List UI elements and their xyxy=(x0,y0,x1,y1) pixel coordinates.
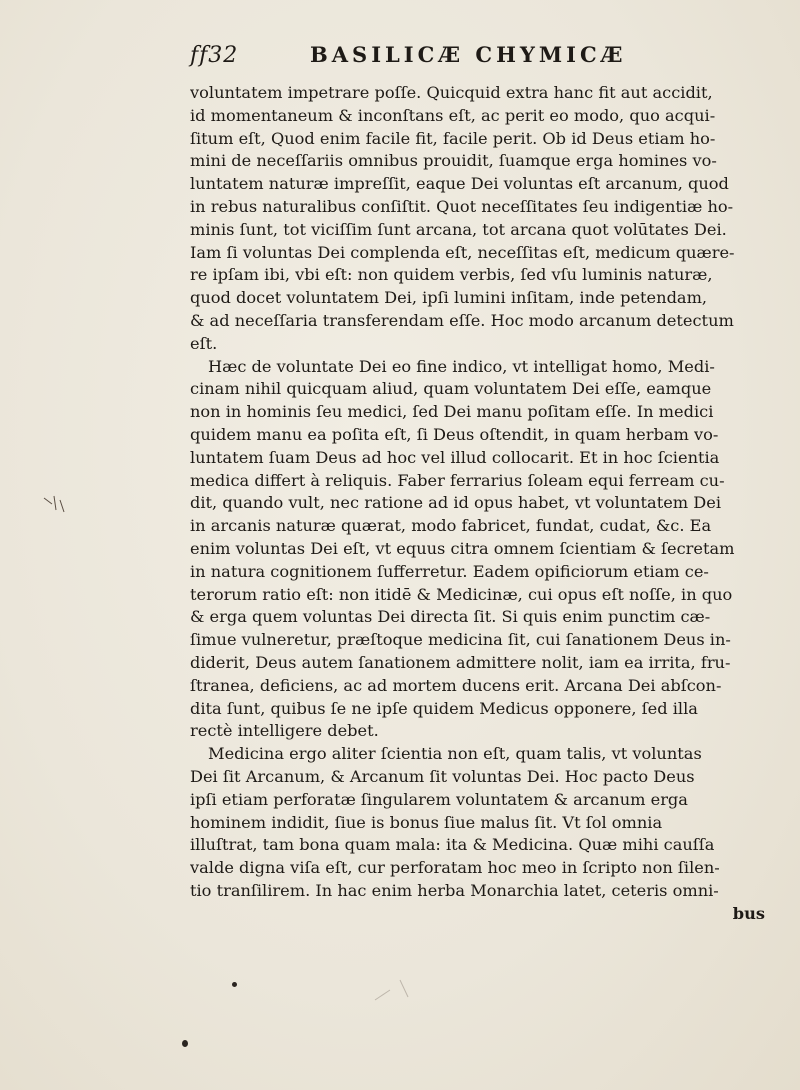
page-number: ff32 xyxy=(190,43,239,68)
text-line: valde digna viſa eſt, cur perforatam hoc meo in ſcripto non ſilen- xyxy=(190,858,720,878)
catchword: bus xyxy=(732,903,765,923)
text-line: luntatem naturæ impreſſit, eaque Dei voluntas eſt arcanum, quod xyxy=(190,174,729,194)
ink-speck-icon xyxy=(232,982,237,987)
text-line: medica differt à reliquis. Faber ferrarius ſoleam equi ferream cu- xyxy=(190,470,725,490)
text-line: minis ſunt, tot viciſſim ſunt arcana, tot arcana quot volūtates Dei. xyxy=(190,219,727,239)
text-line: Dei ſit Arcanum, & Arcanum ſit voluntas Dei. Hoc pacto Deus xyxy=(190,766,695,786)
text-line: mini de neceſſariis omnibus prouidit, ſuamque erga homines vo- xyxy=(190,151,717,171)
text-line: dita ſunt, quibus ſe ne ipſe quidem Medicus opponere, ſed illa xyxy=(190,698,698,718)
text-line: rectè intelligere debet. xyxy=(190,721,379,741)
paragraph-first-line: Hæc de voluntate Dei eo fine indico, vt intelligat homo, Medi- xyxy=(208,356,715,376)
text-line: ſtranea, deficiens, ac ad mortem ducens erit. Arcana Dei abſcon- xyxy=(190,675,722,695)
text-line: ipſi etiam perforatæ ſingularem voluntatem & arcanum erga xyxy=(190,789,688,809)
text-line: ſimue vulneretur, præſtoque medicina ſit, cui ſanationem Deus in- xyxy=(190,630,731,650)
text-line: eſt. xyxy=(190,333,218,353)
text-line: & ad neceſſaria transferendam eſſe. Hoc modo arcanum detectum xyxy=(190,310,734,330)
show-through-mark-icon xyxy=(370,975,420,1005)
text-line: illuſtrat, tam bona quam mala: ita & Medicina. Quæ mihi cauſſa xyxy=(190,835,715,855)
text-line: hominem indidit, ſiue is bonus ſiue malus ſit. Vt ſol omnia xyxy=(190,812,663,832)
margin-ink-mark-icon xyxy=(40,490,70,520)
text-line: terorum ratio eſt: non itidē & Medicinæ, cui opus eſt noſſe, in quo xyxy=(190,584,733,604)
text-line: in natura cognitionem ſufferretur. Eadem opificiorum etiam ce- xyxy=(190,561,709,581)
text-line: ſitum eſt, Quod enim facile fit, facile perit. Ob id Deus etiam ho- xyxy=(190,128,716,148)
text-line: & erga quem voluntas Dei directa ſit. Si quis enim punctim cæ- xyxy=(190,607,711,627)
running-title: BASILICÆ CHYMICÆ xyxy=(310,42,627,67)
text-line: dit, quando vult, nec ratione ad id opus habet, vt voluntatem Dei xyxy=(190,493,722,513)
running-head xyxy=(190,42,750,78)
text-line: in arcanis naturæ quærat, modo fabricet, fundat, cudat, &c. Ea xyxy=(190,516,712,536)
text-line: Iam ſi voluntas Dei complenda eſt, neceſſitas eſt, medicum quære- xyxy=(190,242,735,262)
text-line: re ipſam ibi, vbi eſt: non quidem verbis, ſed vſu luminis naturæ, xyxy=(190,265,713,285)
body-text xyxy=(190,82,765,925)
text-line: diderit, Deus autem ſanationem admittere nolit, iam ea irrita, fru- xyxy=(190,652,731,672)
text-line: luntatem ſuam Deus ad hoc vel illud collocarit. Et in hoc ſcientia xyxy=(190,447,720,467)
paragraph-first-line: Medicina ergo aliter ſcientia non eſt, quam talis, vt voluntas xyxy=(208,744,702,764)
text-line: voluntatem impetrare poſſe. Quicquid extra hanc fit aut accidit, xyxy=(190,83,713,102)
text-line: tio tranſilirem. In hac enim herba Monarchia latet, ceteris omni- xyxy=(190,880,719,900)
text-line: non in hominis ſeu medici, ſed Dei manu poſitam eſſe. In medici xyxy=(190,402,714,422)
ink-speck-icon xyxy=(182,1040,188,1047)
text-line: id momentaneum & inconſtans eſt, ac perit eo modo, quo acqui- xyxy=(190,105,716,125)
text-line: quod docet voluntatem Dei, ipſi lumini inſitam, inde petendam, xyxy=(190,288,708,308)
text-line: in rebus naturalibus conſiſtit. Quot neceſſitates ſeu indigentiæ ho- xyxy=(190,196,734,216)
text-line: quidem manu ea poſita eſt, ſi Deus oſtendit, in quam herbam vo- xyxy=(190,424,719,444)
text-line: cinam nihil quicquam aliud, quam voluntatem Dei eſſe, eamque xyxy=(190,379,712,399)
text-line: enim voluntas Dei eſt, vt equus citra omnem ſcientiam & ſecretam xyxy=(190,538,735,558)
